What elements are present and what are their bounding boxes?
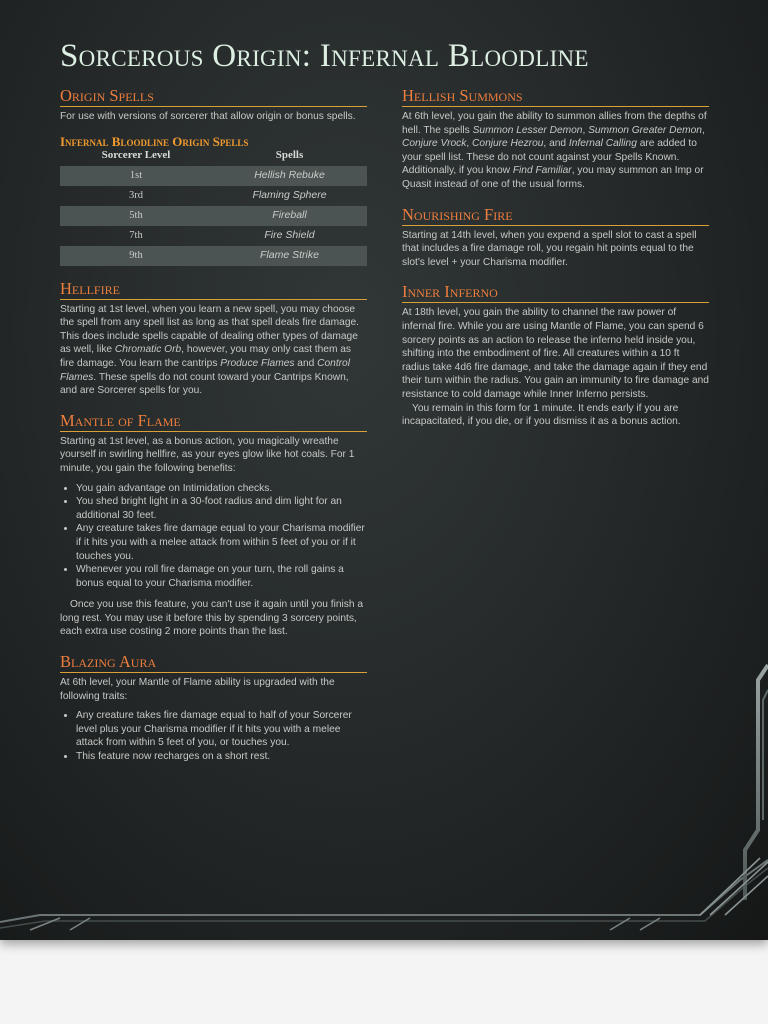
hellfire-heading: Hellfire: [60, 280, 367, 300]
page-title: Sorcerous Origin: Infernal Bloodline: [60, 38, 589, 74]
blazing-intro: At 6th level, your Mantle of Flame ability is upgraded with the following traits:: [60, 677, 335, 702]
level-cell: 9th: [60, 246, 212, 266]
mantle-outro: Once you use this feature, you can't use it again until you finish a long rest. You may use it before this by spending 3 sorcery points, each extra use costing 2 more points than the last.: [60, 599, 364, 638]
spell-cell: Flaming Sphere: [252, 188, 327, 201]
spells-table-title: Infernal Bloodline Origin Spells: [60, 133, 249, 149]
blazing-heading: Blazing Aura: [60, 653, 367, 673]
mantle-heading: Mantle of Flame: [60, 412, 367, 432]
mantle-benefits-list: [60, 482, 367, 591]
origin-spells-heading: Origin Spells: [60, 87, 367, 107]
origin-spells-table: [60, 149, 367, 266]
level-cell: 1st: [60, 166, 212, 186]
section-origin-spells: [60, 87, 367, 266]
inferno-text-2: You remain in this form for 1 minute. It ends early if you are incapacitated, if you die, or if you dismiss it as a bonus action.: [402, 402, 681, 428]
spell-cell: Fire Shield: [264, 228, 315, 241]
level-cell: 3rd: [129, 189, 143, 201]
table-row: [60, 186, 367, 206]
list-item: • You shed bright light in a 30-foot radius and dim light for an additional 30 feet.: [76, 495, 367, 522]
column-header-level: Sorcerer Level: [101, 149, 171, 162]
list-item: • You gain advantage on Intimidation checks.: [76, 482, 367, 496]
section-nourishing-fire: [402, 206, 709, 270]
spell-cell: Flame Strike: [212, 246, 367, 266]
list-item: • Any creature takes fire damage equal to half of your Sorcerer level plus your Charisma modifier if it hits you with a melee attack from within 5 feet of you, or touches you.: [76, 709, 367, 750]
section-hellfire: [60, 280, 367, 398]
table-row: [60, 246, 367, 266]
section-blazing-aura: [60, 653, 367, 764]
left-column: [60, 87, 367, 772]
list-item: • Whenever you roll fire damage on your turn, the roll gains a bonus equal to your Charisma modifier.: [76, 563, 367, 590]
spell-cell: Fireball: [212, 206, 367, 226]
origin-spells-text: For use with versions of sorcerer that allow origin or bonus spells.: [60, 111, 356, 122]
right-column: [402, 87, 709, 429]
nourishing-text: Starting at 14th level, when you expend a spell slot to cast a spell that includes a fire damage roll, you regain hit points equal to the slot's level + your Charisma modifier.: [402, 229, 697, 268]
table-row: [60, 226, 367, 246]
section-mantle-of-flame: [60, 412, 367, 639]
table-header-row: [60, 149, 367, 166]
hellish-heading: Hellish Summons: [402, 87, 709, 107]
level-cell: 7th: [129, 229, 143, 241]
section-hellish-summons: [402, 87, 709, 192]
hellfire-text: Starting at 1st level, when you learn a new spell, you may choose the spell from any spell list as long as that spell deals fire damage. This does include spells capable of dealing other types of damage as well, like Chromatic Orb, however, you may only cast them as fire damage. You learn the cantrips Produce Flames and Control Flames. These spells do not count toward your Cantrips Known, and are Sorcerer spells for you.: [60, 303, 359, 397]
table-row: [60, 166, 367, 186]
nourishing-heading: Nourishing Fire: [402, 206, 709, 226]
section-inner-inferno: [402, 283, 709, 428]
spell-cell: Hellish Rebuke: [212, 166, 367, 186]
list-item: • This feature now recharges on a short rest.: [76, 750, 367, 764]
table-row: [60, 206, 367, 226]
mantle-intro: Starting at 1st level, as a bonus action, you magically wreathe yourself in swirling hellfire, as your eyes glow like hot coals. For 1 minute, you gain the following benefits:: [60, 435, 355, 474]
column-header-spells: Spells: [275, 149, 304, 162]
inferno-heading: Inner Inferno: [402, 283, 709, 303]
inferno-text-1: At 18th level, you gain the ability to channel the raw power of infernal fire. While you are using Mantle of Flame, you can spend 6 sorcery points as an action to release the inferno held inside you, shifting into the embodiment of fire. All creatures within a 10 ft radius take 4d6 fire damage, and take the damage again if they end their turn within the radius. You gain an immunity to fire damage and resistance to cold damage while Inner Inferno persists.: [402, 307, 709, 400]
hellish-text: At 6th level, you gain the ability to summon allies from the depths of hell. The spells Summon Lesser Demon, Summon Greater Demon, Conjure Vrock, Conjure Hezrou, and Infernal Calling are added to your spell list. These do not count against your Spells Known. Additionally, if you know Find Familiar, you may summon an Imp or Quasit instead of one of the usual forms.: [402, 111, 707, 190]
blazing-traits-list: [60, 709, 367, 763]
level-cell: 5th: [60, 206, 212, 226]
list-item: • Any creature takes fire damage equal to your Charisma modifier if it hits you with a melee attack from within 5 feet of you or if it touches you.: [76, 522, 367, 563]
